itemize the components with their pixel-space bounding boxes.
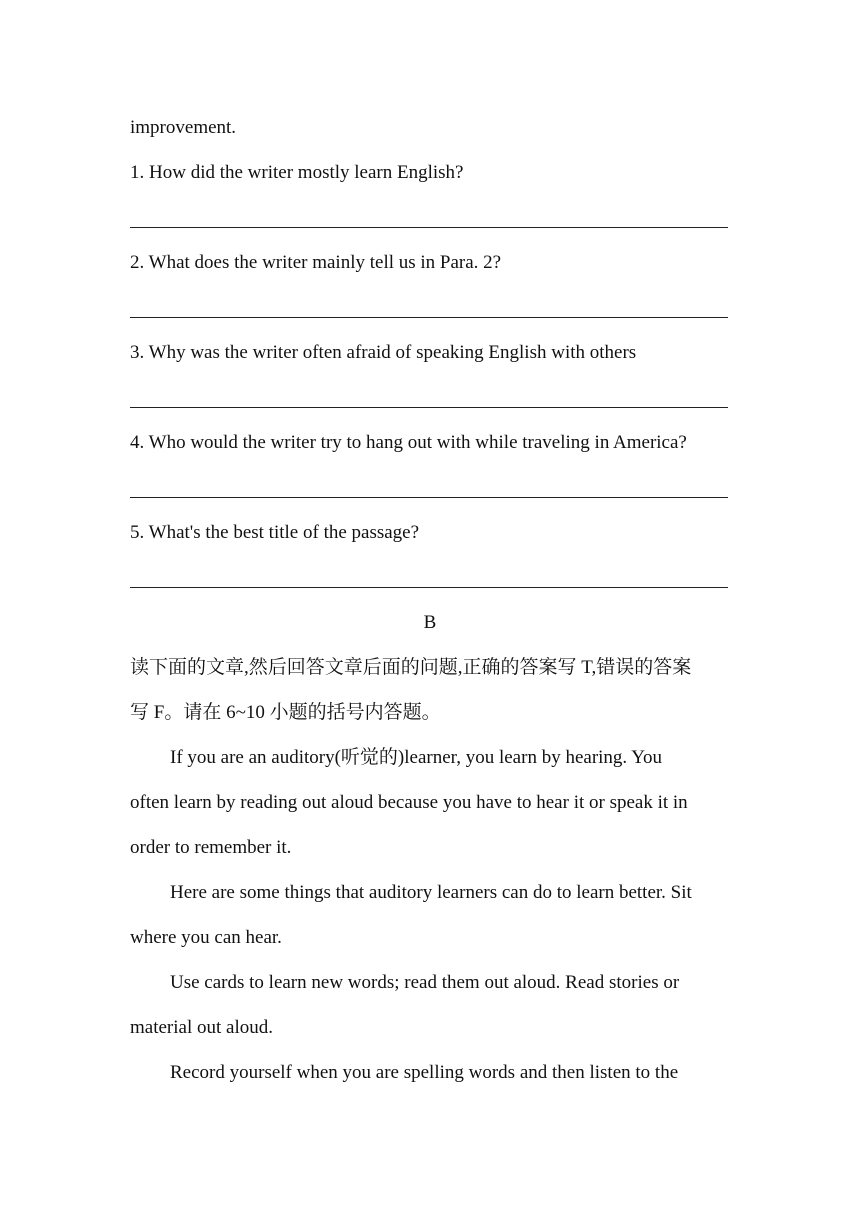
answer-line-1[interactable]	[130, 227, 728, 228]
passage-line-5: where you can hear.	[130, 927, 282, 948]
passage-line-6: Use cards to learn new words; read them out aloud. Read stories or	[170, 972, 680, 993]
answer-line-2[interactable]	[130, 317, 728, 318]
instruction-line-2: 写 F。请在 6~10 小题的括号内答题。	[130, 702, 441, 723]
question-5: 5. What's the best title of the passage?	[130, 522, 420, 543]
passage-line-7: material out aloud.	[130, 1017, 273, 1038]
answer-line-4[interactable]	[130, 497, 728, 498]
instruction-line-1: 读下面的文章,然后回答文章后面的问题,正确的答案写 T,错误的答案	[130, 657, 692, 678]
question-3: 3. Why was the writer often afraid of speaking English with others	[130, 342, 637, 363]
question-4: 4. Who would the writer try to hang out with while traveling in America?	[130, 432, 687, 453]
passage-line-1: If you are an auditory(听觉的)learner, you learn by hearing. You	[170, 747, 663, 768]
passage-line-3: order to remember it.	[130, 837, 292, 858]
passage-continuation: improvement.	[130, 117, 237, 138]
section-b-heading: B	[423, 612, 437, 633]
passage-line-4: Here are some things that auditory learners can do to learn better. Sit	[170, 882, 692, 903]
answer-line-3[interactable]	[130, 407, 728, 408]
passage-line-2: often learn by reading out aloud because you have to hear it or speak it in	[130, 792, 688, 813]
question-2: 2. What does the writer mainly tell us in Para. 2?	[130, 252, 502, 273]
question-1: 1. How did the writer mostly learn English?	[130, 162, 464, 183]
passage-line-8: Record yourself when you are spelling words and then listen to the	[170, 1062, 679, 1083]
answer-line-5[interactable]	[130, 587, 728, 588]
